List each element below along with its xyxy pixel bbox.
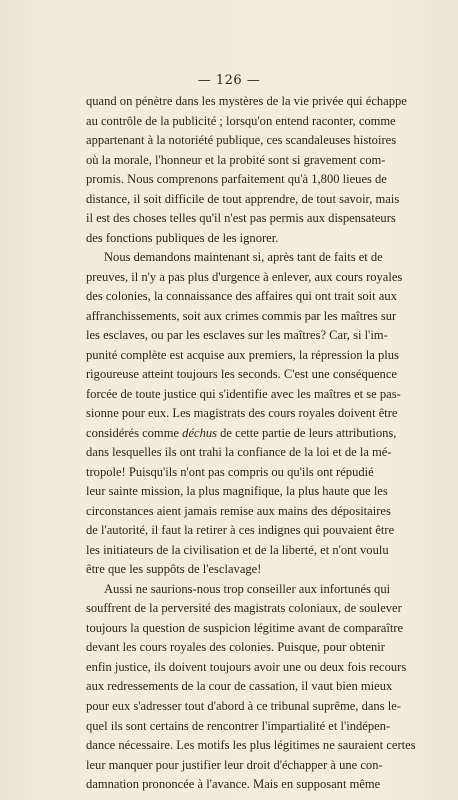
text-line: enfin justice, ils doivent toujours avoir une ou deux fois recours	[86, 659, 407, 674]
text-line: de l'autorité, il faut la retirer à ces indignes qui pouvaient être	[86, 523, 395, 538]
text-line: quel ils sont certains de rencontrer l'impartialité et l'indépen-	[86, 718, 391, 733]
text-line: dance nécessaire. Les motifs les plus légitimes ne sauraient certes	[86, 738, 416, 753]
text-line: damnation prononcée à l'avance. Mais en supposant même	[86, 777, 381, 792]
text-line: Aussi ne saurions-nous trop conseiller aux infortunés qui	[104, 581, 391, 596]
text-line: Nous demandons maintenant si, après tant de faits et de	[104, 250, 383, 265]
text-line: leur sainte mission, la plus magnifique, la plus haute que les	[86, 484, 388, 499]
text-line: il est des choses telles qu'il n'est pas permis aux dispensateurs	[86, 211, 396, 226]
text-line: tropole! Puisqu'ils n'ont pas compris ou qu'ils ont répudié	[86, 464, 374, 479]
text-line: rigoureuse atteint toujours les seconds. C'est une conséquence	[86, 367, 397, 382]
text-line: les initiateurs de la civilisation et de la liberté, et n'ont voulu	[86, 542, 389, 557]
text-line: être que les suppôts de l'esclavage!	[86, 562, 262, 577]
text-line: des fonctions publiques de les ignorer.	[86, 230, 279, 245]
text-line: toujours la question de suspicion légitime avant de comparaître	[86, 620, 404, 635]
text-line: au contrôle de la publicité ; lorsqu'on entend raconter, comme	[86, 113, 396, 128]
text-segment: considérés comme	[86, 425, 183, 440]
text-line: leur manquer pour justifier leur droit d'échapper à une con-	[86, 757, 383, 772]
text-line: appartenant à la notoriété publique, ces scandaleuses histoires	[86, 133, 397, 148]
text-line: distance, il soit difficile de tout apprendre, de tout savoir, mais	[86, 191, 400, 206]
text-line: forcée de toute justice qui s'identifie avec les maîtres et se pas-	[86, 386, 401, 401]
text-line: preuves, il n'y a pas plus d'urgence à enlever, aux cours royales	[86, 269, 403, 284]
text-line: des colonies, la connaissance des affaires qui ont trait soit aux	[86, 289, 397, 304]
text-line: pour eux s'adresser tout d'abord à ce tribunal suprême, dans le-	[86, 698, 401, 713]
text-line: punité complète est acquise aux premiers, la répression la plus	[86, 347, 399, 362]
text-line: dans lesquelles ils ont trahi la confiance de la loi et de la mé-	[86, 445, 392, 460]
page-number: — 126 —	[197, 73, 261, 88]
paragraph-3	[86, 580, 416, 795]
text-line: devant les cours royales des colonies. Puisque, pour obtenir	[86, 640, 385, 655]
text-segment: de cette partie de leurs attributions,	[217, 425, 397, 440]
text-line: affranchissements, soit aux crimes commis par les maîtres sur	[86, 308, 397, 323]
text-line: quand on pénètre dans les mystères de la vie privée qui échappe	[86, 94, 407, 108]
text-line: aux redressements de la cour de cassation, il vaut bien mieux	[86, 679, 393, 694]
text-line: sionne pour eux. Les magistrats des cours royales doivent être	[86, 406, 398, 421]
text-line-with-emphasis	[86, 424, 397, 444]
emphasis-word: déchus	[182, 425, 218, 440]
text-line: les esclaves, ou par les esclaves sur les maîtres? Car, si l'im-	[86, 328, 388, 343]
text-line: promis. Nous comprenons parfaitement qu'à 1,800 lieues de	[86, 172, 387, 187]
text-line: où la morale, l'honneur et la probité sont si gravement com-	[86, 152, 386, 167]
text-line: circonstances aient jamais remise aux mains des dépositaires	[86, 503, 391, 518]
page-body-text	[86, 92, 416, 795]
text-line: souffrent de la perversité des magistrats coloniaux, de soulever	[86, 601, 402, 616]
paragraph-2	[86, 248, 403, 580]
paragraph-1	[86, 92, 407, 248]
